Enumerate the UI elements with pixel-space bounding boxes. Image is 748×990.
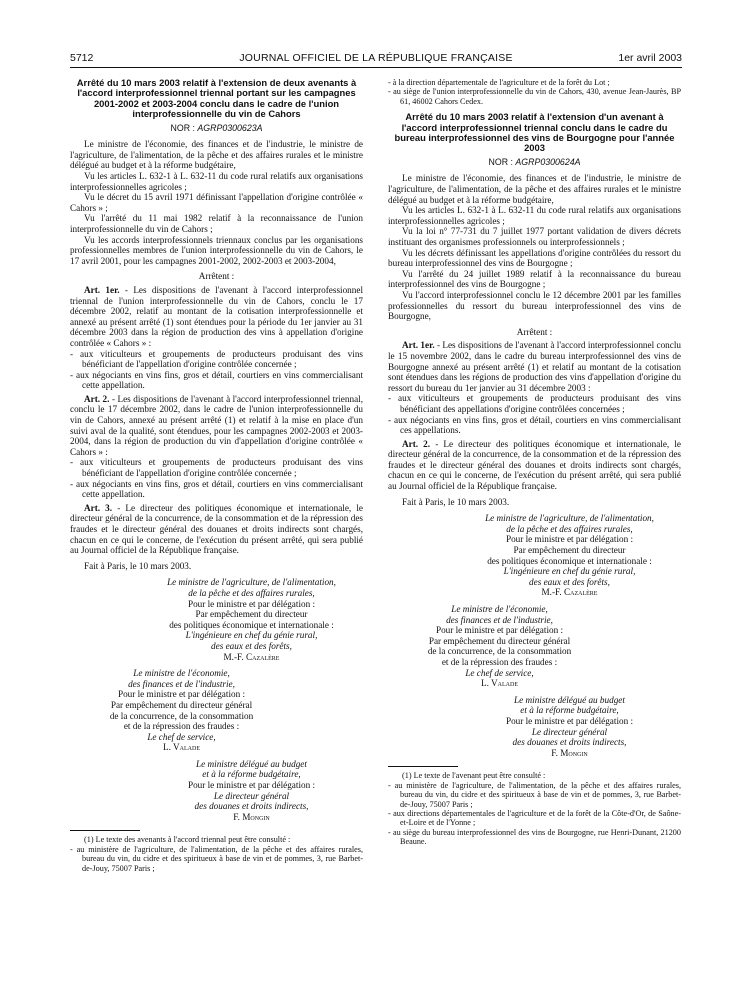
footnote: (1) Le texte des avenants à l'accord triennal peut être consulté : - au ministère de l'agriculture, de l'alimentation, de la pêche et des affaires rurales, bureau du vin, du cidre et des spiritueux à base de vin et de pommes, 3, rue Barbet-de-Jouy, 75007 Paris ; [70,835,363,873]
vu-clause: Vu les accords interprofessionnels triennaux conclus par les organisations professionnelles membres de l'union interprofessionnelle du vin de Cahors, le 17 avril 2001, pour les campagnes 2001-2002, 2002-2003 et 2003-2004, [70,234,363,266]
vu-clause: Vu les articles L. 632-1 à L. 632-11 du code rural relatifs aux organisations interprofessionnelles agricoles ; [388,205,681,226]
article-1: Art. 1er. - Les dispositions de l'avenant à l'accord interprofessionnel conclu le 15 novembre 2002, dans le cadre du bureau interprofessionnel des vins de Bourgogne annexé au présent arrêté (1) et relatif au montant de la cotisation sont étendues dans les régions de production des vins d'appellation d'origine du ressort du bureau du 1er janvier au 31 décembre 2003 : [388,340,681,393]
article-1-list [70,349,363,391]
vu-clause: Vu l'arrêté du 11 mai 1982 relatif à la reconnaissance de l'union interprofessionnelle du vin de Cahors ; [70,213,363,234]
header-rule [70,67,682,68]
signature-agriculture: Le ministre de l'agriculture, de l'alimentation, de la pêche et des affaires rurales, Pour le ministre et par délégation : Par empêchement du directeur des politiques économique et internationale : L'ingénieure en chef du génie rural, des eaux et des forêts, M.-F. Cazalère [140,577,363,662]
list-item: - aux viticulteurs et groupements de producteurs produisant des vins bénéficiant des appellations d'origine contrôlées concernées ; [388,393,681,414]
nor-reference: NOR : AGRP0300624A [488,156,581,167]
left-column [70,78,363,873]
signatory-name: F. Mongin [233,811,270,822]
signatory-name: M.-F. Cazalère [541,587,598,598]
signature-economie: Le ministre de l'économie, des finances et de l'industrie, Pour le ministre et par délégation : Par empêchement du directeur général de la concurrence, de la consommation et de la répression des fraudes : Le chef de service, L. Valade [388,604,611,689]
footnote-rule [70,830,140,831]
list-item: - aux directions départementales de l'agriculture et de la forêt de la Côte-d'Or, de Saône-et-Loire et de l'Yonne ; [388,808,681,828]
signature-agriculture: Le ministre de l'agriculture, de l'alimentation, de la pêche et des affaires rurales, Pour le ministre et par délégation : Par empêchement du directeur des politiques économique et internationale : L'ingénieure en chef du génie rural, des eaux et des forêts, M.-F. Cazalère [458,513,681,598]
signature-budget: Le ministre délégué au budget et à la réforme budgétaire, Pour le ministre et par délégation : Le directeur général des douanes et droits indirects, F. Mongin [458,695,681,759]
list-item: - à la direction départementale de l'agriculture et de la forêt du Lot ; [388,78,610,87]
list-item: - au ministère de l'agriculture, de l'alimentation, de la pêche et des affaires rurales, bureau du vin, du cidre et des spiritueux à base de vin et de pommes, 3, rue Barbet-de-Jouy, 75007 Paris ; [388,780,681,809]
list-item: - au siège du bureau interprofessionnel des vins de Bourgogne, rue Henri-Dunant, 21200 Beaune. [388,827,681,847]
vu-clause: Vu la loi n° 77-731 du 7 juillet 1977 portant validation de divers décrets instituant des organismes professionnels ou interprofessionnels ; [388,226,681,247]
article-2: Art. 2. - Les dispositions de l'avenant à l'accord interprofessionnel triennal, conclu le 17 décembre 2002, dans le cadre de l'union interprofessionnelle du vin de Cahors, annexé au présent arrêté (1) et relatif à la mise en place d'un suivi aval de la qualité, sont étendues, pour les campagnes 2002-2003 et 2003-2004, dans la région de production du vin d'appellation d'origine contrôlée « Cahors » : [70,393,363,457]
vu-clause: Vu le décret du 15 avril 1971 définissant l'appellation d'origine contrôlée « Cahors » ; [70,192,363,213]
signatory-name: L. Valade [162,742,200,753]
footnote-rule [388,766,458,767]
signing-place-date: Fait à Paris, le 10 mars 2003. [84,560,192,571]
footnote-continuation [388,78,681,106]
vu-clause: Vu l'arrêté du 24 juillet 1989 relatif à la reconnaissance du bureau interprofessionnel des vins de Bourgogne ; [388,268,681,290]
decree-title: Arrêté du 10 mars 2003 relatif à l'extension d'un avenant à l'accord interprofessionnel triennal conclu dans le cadre du bureau interprofessionnel des vins de Bourgogne pour l'année 2003 [394,111,675,154]
decree-intro: Le ministre de l'économie, des finances et de l'industrie, le ministre de l'agriculture, de l'alimentation, de la pêche et des affaires rurales et le ministre délégué au budget et à la réforme budgétaire, [388,173,681,205]
decree-title: Arrêté du 10 mars 2003 relatif à l'extension de deux avenants à l'accord interprofessionnel triennal portant sur les campagnes 2001-2002 et 2003-2004 conclu dans le cadre de l'union interprofessionnelle du vin de Cahors [76,77,357,120]
article-1-list [388,393,681,435]
list-item: - aux négociants en vins fins, gros et détail, courtiers en vins commercialisant cette appellation. [70,369,363,391]
nor-reference: NOR : AGRP0300623A [170,122,263,133]
vu-clause: Vu les décrets définissant les appellations d'origine contrôlées du ressort du bureau interprofessionnel des vins de Bourgogne ; [388,247,681,269]
decree-intro: Le ministre de l'économie, des finances et de l'industrie, le ministre de l'agriculture, de l'alimentation, de la pêche et des affaires rurales et le ministre délégué au budget et à la réforme budgétaire, [70,139,363,171]
list-item: - aux viticulteurs et groupements de producteurs produisant des vins bénéficiant de l'appellation d'origine contrôlée concernée ; [70,457,363,479]
article-2: Art. 2. - Le directeur des politiques économique et internationale, le directeur général de la concurrence, de la consommation et de la répression des fraudes et le directeur général des douanes et droits indirects sont chargés, chacun en ce qui le concerne, de l'exécution du présent arrêté, qui sera publié au Journal officiel de la République française. [388,438,681,492]
list-item: - aux viticulteurs et groupements de producteurs produisant des vins bénéficiant de l'appellation d'origine contrôlée concernée ; [70,348,363,370]
vu-clause: Vu les articles L. 632-1 à L. 632-11 du code rural relatifs aux organisations interprofessionnelles agricoles ; [70,171,363,192]
signatory-name: F. Mongin [551,747,588,758]
signing-place-date: Fait à Paris, le 10 mars 2003. [402,496,510,507]
signature-budget: Le ministre délégué au budget et à la réforme budgétaire, Pour le ministre et par délégation : Le directeur général des douanes et droits indirects, F. Mongin [140,759,363,823]
page-number: 5712 [70,52,94,64]
article-3: Art. 3. - Le directeur des politiques économique et internationale, le directeur général de la concurrence, de la consommation et de la répression des fraudes et le directeur général des douanes et droits indirects sont chargés, chacun en ce qui le concerne, de l'exécution du présent arrêté, qui sera publié au Journal officiel de la République française. [70,502,363,556]
journal-title: JOURNAL OFFICIEL DE LA RÉPUBLIQUE FRANÇAISE [239,52,513,64]
list-item: - au ministère de l'agriculture, de l'alimentation, de la pêche et des affaires rurales, bureau du vin, du cidre et des spiritueux à base de vin et de pommes, 3, rue Barbet-de-Jouy, 75007 Paris ; [70,844,363,873]
arretent-heading: Arrêtent : [198,271,235,282]
right-column [388,78,681,847]
signatory-name: L. Valade [480,678,518,689]
vu-clause: Vu l'accord interprofessionnel conclu le 12 décembre 2001 par les familles professionnelles du ressort du bureau interprofessionnel des vins de Bourgogne, [388,289,681,322]
arretent-heading: Arrêtent : [516,326,553,337]
signature-economie: Le ministre de l'économie, des finances et de l'industrie, Pour le ministre et par délégation : Par empêchement du directeur général de la concurrence, de la consommation et de la répression des fraudes : Le chef de service, L. Valade [70,668,293,753]
publication-date: 1er avril 2003 [618,52,682,64]
list-item: - aux négociants en vins fins, gros et détail, courtiers en vins commercialisant ces appellations. [388,414,681,436]
article-1: Art. 1er. - Les dispositions de l'avenant à l'accord interprofessionnel triennal de l'union interprofessionnelle du vin de Cahors, conclu le 17 décembre 2002, relatif au montant de la cotisation interprofessionnelle et annexé au présent arrêté (1) sont étendues pour la période du 1er janvier au 31 décembre 2003 dans la région de production des vins à appellation d'origine contrôlée « Cahors » : [70,284,363,348]
signatory-name: M.-F. Cazalère [223,651,280,662]
article-2-list [70,457,363,499]
list-item: - au siège de l'union interprofessionnelle du vin de Cahors, 430, avenue Jean-Jaurès, BP 61, 46002 Cahors Cedex. [388,87,681,106]
list-item: - aux négociants en vins fins, gros et détail, courtiers en vins commercialisant cette appellation. [70,478,363,500]
footnote: (1) Le texte de l'avenant peut être consulté : - au ministère de l'agriculture, de l'alimentation, de la pêche et des affaires rurales, bureau du vin, du cidre et des spiritueux à base de vin et de pommes, 3, rue Barbet-de-Jouy, 75007 Paris ; - aux directions départementales de l'agriculture et de la forêt de la Côte-d'Or, de Saône-et-Loire et de l'Yonne ; - au siège du bureau interprofessionnel des vins de Bourgogne, rue Henri-Dunant, 21200 Beaune. [388,771,681,847]
page-header [70,52,682,66]
